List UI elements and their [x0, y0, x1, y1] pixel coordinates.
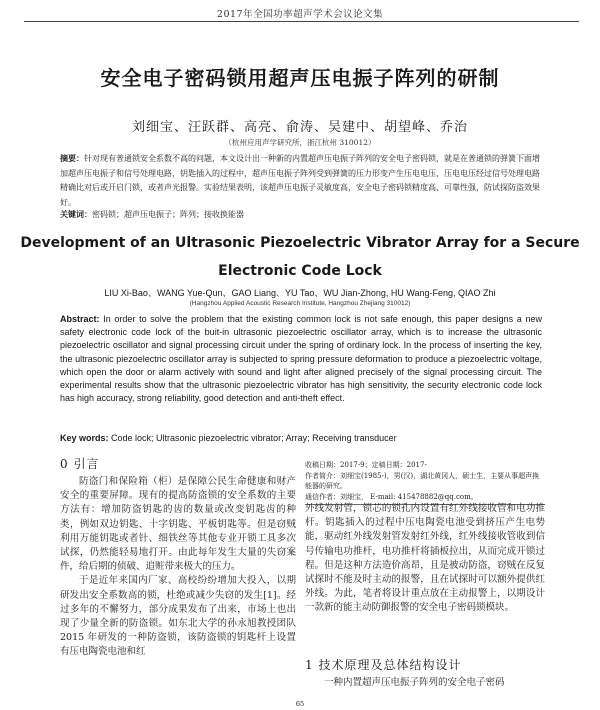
chinese-abstract [60, 151, 545, 210]
chinese-affiliation: （杭州应用声学研究所，浙江杭州 310012） [224, 138, 376, 147]
chinese-keywords [60, 209, 545, 220]
footnote-author-bio: 作者简介：刘细宝(1985-)，男(汉)，湖北黄冈人，硕士生，主要从事超声换能器的研究。 [305, 471, 540, 490]
chinese-abstract-text: 针对现有普通锁安全系数不高的问题，本文设计出一种新的内置超声压电振子阵列的安全电子密码锁，就是在普通锁的弹簧下面增加超声压电振子和信号处理电路，钥匙插入的过程中，超声压电振子阵列受到弹簧的压力形变产生压电电压，压电电压经过信号处理电路精确比对后或开启门锁，或者声光报警。实验结果表明，该超声压电振子灵敏度高，安全电子密码锁精度高、可靠性强，防试探防盗效果好。 [60, 154, 540, 207]
english-keywords [60, 433, 542, 443]
english-keywords-text: Code lock; Ultrasonic piezoelectric vibrator; Array; Receiving transducer [108, 433, 397, 443]
footnote-received: 收稿日期：2017-9；定稿日期：2017- [305, 461, 427, 469]
english-affiliation: (Hangzhou Applied Acoustic Research Institute, Hangzhou Zhejiang 310012) [189, 300, 411, 307]
header-rule [24, 21, 579, 22]
english-abstract [60, 313, 542, 405]
english-authors: LIU Xi-Bao、WANG Yue-Qun、GAO Liang、YU Tao、WU Jian-Zhong, HU Wang-Feng, QIAO Zhi [104, 288, 496, 298]
chinese-title: 安全电子密码锁用超声压电振子阵列的研制 [100, 66, 500, 90]
chinese-keywords-label: 关键词： [60, 209, 92, 219]
chinese-abstract-label: 摘要： [60, 153, 84, 163]
page-number: 65 [295, 700, 305, 708]
english-title-line2: Electronic Code Lock [218, 263, 382, 279]
body-paragraph: 防盗门和保险箱（柜）是保障公民生命健康和财产安全的重要屏障。现有的提高防盗锁的安全系数的主要方法有：增加防盗钥匙的齿的数量或改变钥匙齿的种类，例如双边钥匙、十字钥匙、平板钥匙等。但是窃贼利用万能钥匙或者针、细铁丝等其他专业开锁工具多次试探，仍然能轻易地打开。由此每年发生大量的失窃案件，给后期的侦破、追赃带来极大的压力。 [60, 476, 296, 573]
english-abstract-label: Abstract: [60, 314, 100, 324]
body-paragraph: 于是近年来国内厂家、高校纷纷增加大投入，以期研发出安全系数高的锁，杜绝或减少失窃的发生[1]。经过多年的不懈努力，部分成果发布了出来，市场上也出现了少量全新的防盗锁。如东北大学的孙永旭教授团队 2015 年研发的一种防盗锁，该防盗锁的钥匙杆上设置有压电陶瓷电池和红 [60, 575, 296, 658]
body-left-column [60, 475, 296, 660]
section-heading-introduction: 0 引言 [60, 457, 100, 471]
chinese-keywords-text: 密码锁；超声压电振子；阵列；接收换能器 [92, 210, 244, 219]
english-keywords-label: Key words: [60, 433, 109, 443]
footnote-block [305, 460, 545, 505]
body-right-column: 外线发射管，锁芯的锁孔内设置有红外线接收管和电功推杆。钥匙插入的过程中压电陶瓷电池受到挤压产生电势能，驱动红外线发射管发射红外线，红外线接收管收到信号传输电功推杆，电功推杆将插板拉出，从而完成开锁过程。但是这种方法造价高昂，且是被动防盗，窃贼在反复试探时不能及时主动的报警，且在试探时可以额外提供红外线。为此，笔者将设计重点放在主动报警上，以期设计一款新的能主动防御报警的安全电子密码锁模块。 [305, 503, 545, 614]
body-paragraph: 一种内置超声压电振子阵列的安全电子密码 [324, 677, 505, 688]
english-title-line1: Development of an Ultrasonic Piezoelectric Vibrator Array for a Secure [20, 235, 580, 251]
chinese-authors: 刘细宝、汪跃群、高亮、俞涛、吴建中、胡望峰、乔治 [131, 120, 468, 135]
running-header: 2017年全国功率超声学术会议论文集 [216, 9, 384, 20]
section-heading-principle: 1 技术原理及总体结构设计 [305, 658, 462, 672]
english-abstract-text: In order to solve the problem that the existing common lock is not safe enough, this paper designs a new safety electronic code lock of the buit-in ultrasonic piezoelectric oscillator array, which is to increase the ultrasonic piezoelectric oscillator and signal processing circuit under the spring of ordinary lock. In the process of inserting the key, the ultrasonic piezoelectric oscillator array is subjected to spring pressure deformation to produce a piezoelectric voltage, which open the door or alarm actively with sound and light after aligned precisely of the signal processing circuit. The experimental results show that the ultrasonic piezoelectric vibrator has high sensitivity, the security electronic code lock has high accuracy, strong reliability, good detection and anti-theft effect. [60, 314, 542, 404]
footnote-corresponding: 通信作者：刘细宝， E-mail: 415478882@qq.com。 [305, 492, 478, 501]
